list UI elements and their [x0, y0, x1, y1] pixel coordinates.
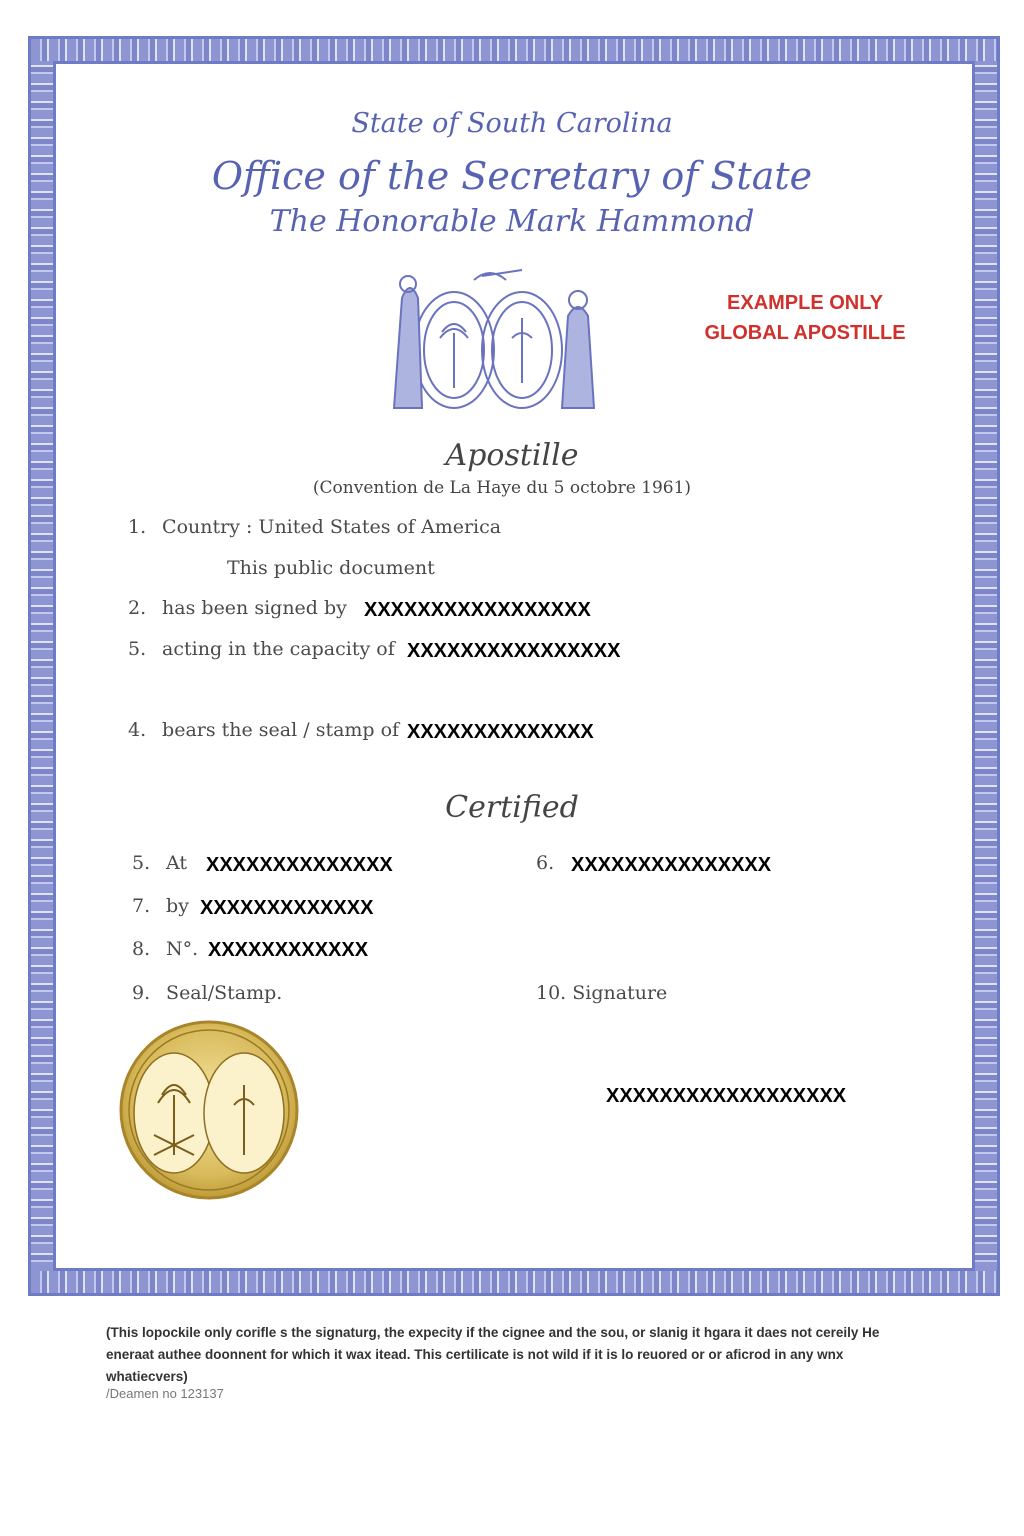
field-date	[536, 852, 564, 874]
state-seal-crest	[362, 258, 618, 418]
field-label: has been signed by	[162, 597, 347, 619]
field-label: N°.	[166, 938, 199, 960]
field-label: Country : United States of America	[162, 516, 502, 538]
signature-value: XXXXXXXXXXXXXXXXXX	[606, 1085, 847, 1107]
example-only-stamp	[690, 288, 920, 348]
stamp-line-1: EXAMPLE ONLY	[727, 292, 883, 314]
field-country	[128, 516, 501, 538]
field-number: 8.	[132, 938, 151, 960]
public-document-line: This public document	[227, 557, 435, 579]
border-left	[31, 61, 53, 1271]
signed-by-value: XXXXXXXXXXXXXXXXX	[364, 599, 591, 621]
field-number: 7.	[132, 895, 151, 917]
field-capacity	[128, 638, 395, 660]
field-number: 5.	[128, 638, 147, 660]
field-label: Seal/Stamp.	[166, 982, 283, 1004]
legal-footnote: (This lopockile only corifle s the signaturg, the expecity if the cignee and the sou, or slanig it hgara it daes not cereily He eneraat authee doonnent for which it wax itead. This certilicate is not wild if it is lo reuored or or aficrod in any wnx whatiecvers)	[106, 1325, 880, 1384]
field-number: 5.	[132, 852, 151, 874]
border-right	[975, 61, 997, 1271]
seal-of-value: XXXXXXXXXXXXXX	[407, 721, 594, 743]
apostille-title: Apostille	[445, 438, 579, 473]
field-number-no	[132, 938, 198, 960]
gold-seal-stamp	[118, 1015, 300, 1205]
field-number: 10.	[536, 982, 567, 1004]
field-seal-stamp	[132, 982, 282, 1004]
field-signature	[536, 982, 667, 1004]
field-number: 6.	[536, 852, 555, 874]
field-seal-of	[128, 719, 399, 741]
at-value: XXXXXXXXXXXXXX	[206, 854, 393, 876]
header-official: The Honorable Mark Hammond	[269, 204, 755, 239]
field-number: 1.	[128, 516, 147, 538]
field-label: At	[166, 852, 188, 874]
field-label: acting in the capacity of	[162, 638, 395, 660]
capacity-value: XXXXXXXXXXXXXXXX	[407, 640, 621, 662]
field-number: 9.	[132, 982, 151, 1004]
stamp-line-2: GLOBAL APOSTILLE	[704, 322, 906, 344]
field-signed-by	[128, 597, 347, 619]
by-value: XXXXXXXXXXXXX	[200, 897, 374, 919]
field-number: 2.	[128, 597, 147, 619]
field-label: Signature	[572, 982, 668, 1004]
no-value: XXXXXXXXXXXX	[208, 939, 369, 961]
date-value: XXXXXXXXXXXXXXX	[571, 854, 772, 876]
certified-title: Certified	[445, 790, 579, 825]
document-reference: /Deamen no 123137	[106, 1386, 224, 1401]
field-at	[132, 852, 187, 874]
field-label: by	[166, 895, 189, 917]
field-by	[132, 895, 189, 917]
header-office: Office of the Secretary of State	[211, 154, 813, 198]
field-number: 4.	[128, 719, 147, 741]
field-label: bears the seal / stamp of	[162, 719, 400, 741]
header-state: State of South Carolina	[351, 108, 673, 139]
convention-subtitle: (Convention de La Haye du 5 octobre 1961)	[312, 478, 692, 498]
